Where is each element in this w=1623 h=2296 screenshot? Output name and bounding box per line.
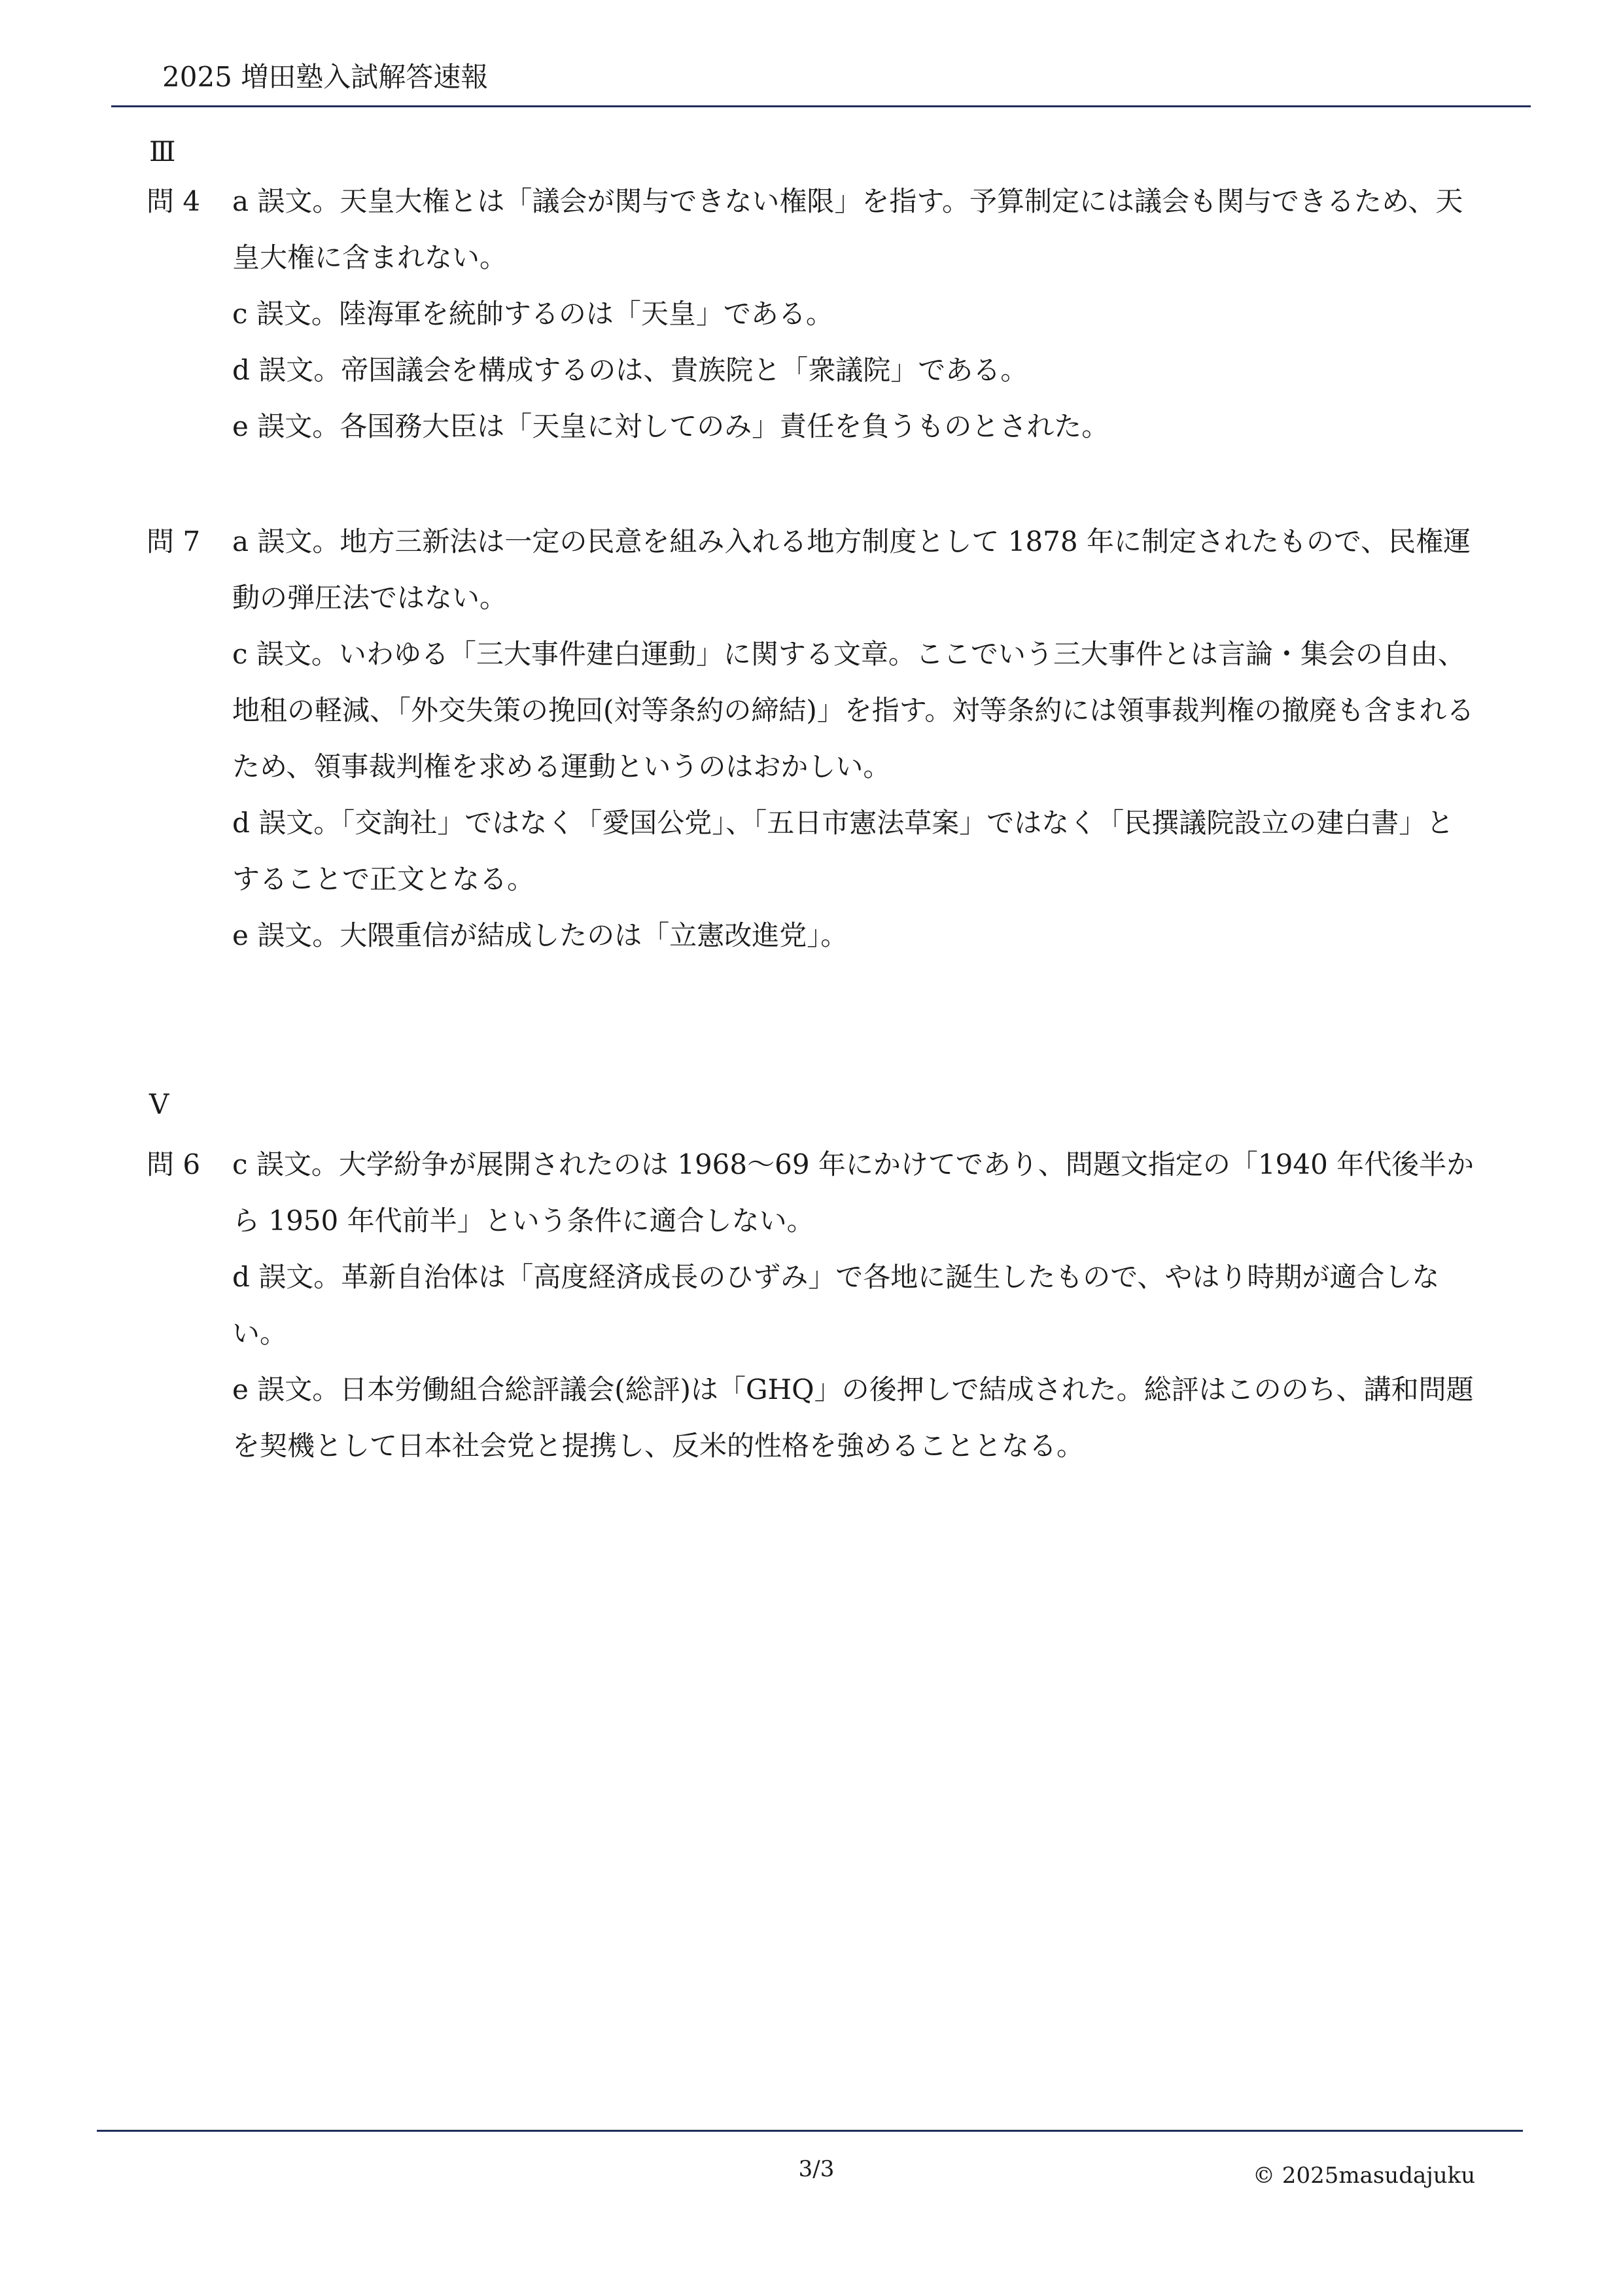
- section-mark-5: Ⅴ: [149, 1088, 169, 1120]
- answer-item: c 誤文。陸海軍を統帥するのは「天皇」である。: [232, 298, 833, 330]
- question-label-4: 問 4: [147, 185, 201, 217]
- copyright: © 2025masudajuku: [1253, 2163, 1476, 2189]
- question-6-items: [232, 1137, 1475, 1474]
- footer-divider: [97, 2130, 1523, 2132]
- answer-item: e 誤文。各国務大臣は「天皇に対してのみ」責任を負うものとされた。: [232, 410, 1109, 442]
- header-title: 2025 増田塾入試解答速報: [162, 61, 489, 93]
- answer-item: d 誤文。「交詢社」ではなく「愛国公党」、「五日市憲法草案」ではなく「民撰議院設立の建白書」とすることで正文となる。: [232, 807, 1454, 895]
- question-label-6: 問 6: [147, 1148, 201, 1180]
- question-7-items: [232, 514, 1475, 964]
- answer-item: c 誤文。大学紛争が展開されたのは 1968～69 年にかけてであり、問題文指定の「1940 年代後半から 1950 年代前半」という条件に適合しない。: [232, 1148, 1475, 1237]
- question-label-7: 問 7: [147, 525, 201, 557]
- page-number: 3/3: [798, 2156, 835, 2182]
- answer-item: d 誤文。帝国議会を構成するのは、貴族院と「衆議院」である。: [232, 354, 1028, 386]
- answer-item: e 誤文。大隈重信が結成したのは「立憲改進党」。: [232, 919, 848, 951]
- header-divider: [111, 105, 1531, 107]
- question-4-items: [232, 173, 1475, 455]
- answer-item: c 誤文。いわゆる「三大事件建白運動」に関する文章。ここでいう三大事件とは言論・集会の自由、地租の軽減、「外交失策の挽回(対等条約の締結)」を指す。対等条約には領事裁判権の撤廃も含まれるため、領事裁判権を求める運動というのはおかしい。: [232, 638, 1475, 783]
- answer-item: d 誤文。革新自治体は「高度経済成長のひずみ」で各地に誕生したもので、やはり時期が適合しない。: [232, 1261, 1440, 1349]
- answer-item: a 誤文。地方三新法は一定の民意を組み入れる地方制度として 1878 年に制定されたもので、民権運動の弾圧法ではない。: [232, 525, 1471, 614]
- answer-item: a 誤文。天皇大権とは「議会が関与できない権限」を指す。予算制定には議会も関与できるため、天皇大権に含まれない。: [232, 185, 1463, 274]
- answer-item: e 誤文。日本労働組合総評議会(総評)は「GHQ」の後押しで結成された。総評はこののち、講和問題を契機として日本社会党と提携し、反米的性格を強めることとなる。: [232, 1373, 1474, 1462]
- section-mark-3: Ⅲ: [149, 135, 176, 168]
